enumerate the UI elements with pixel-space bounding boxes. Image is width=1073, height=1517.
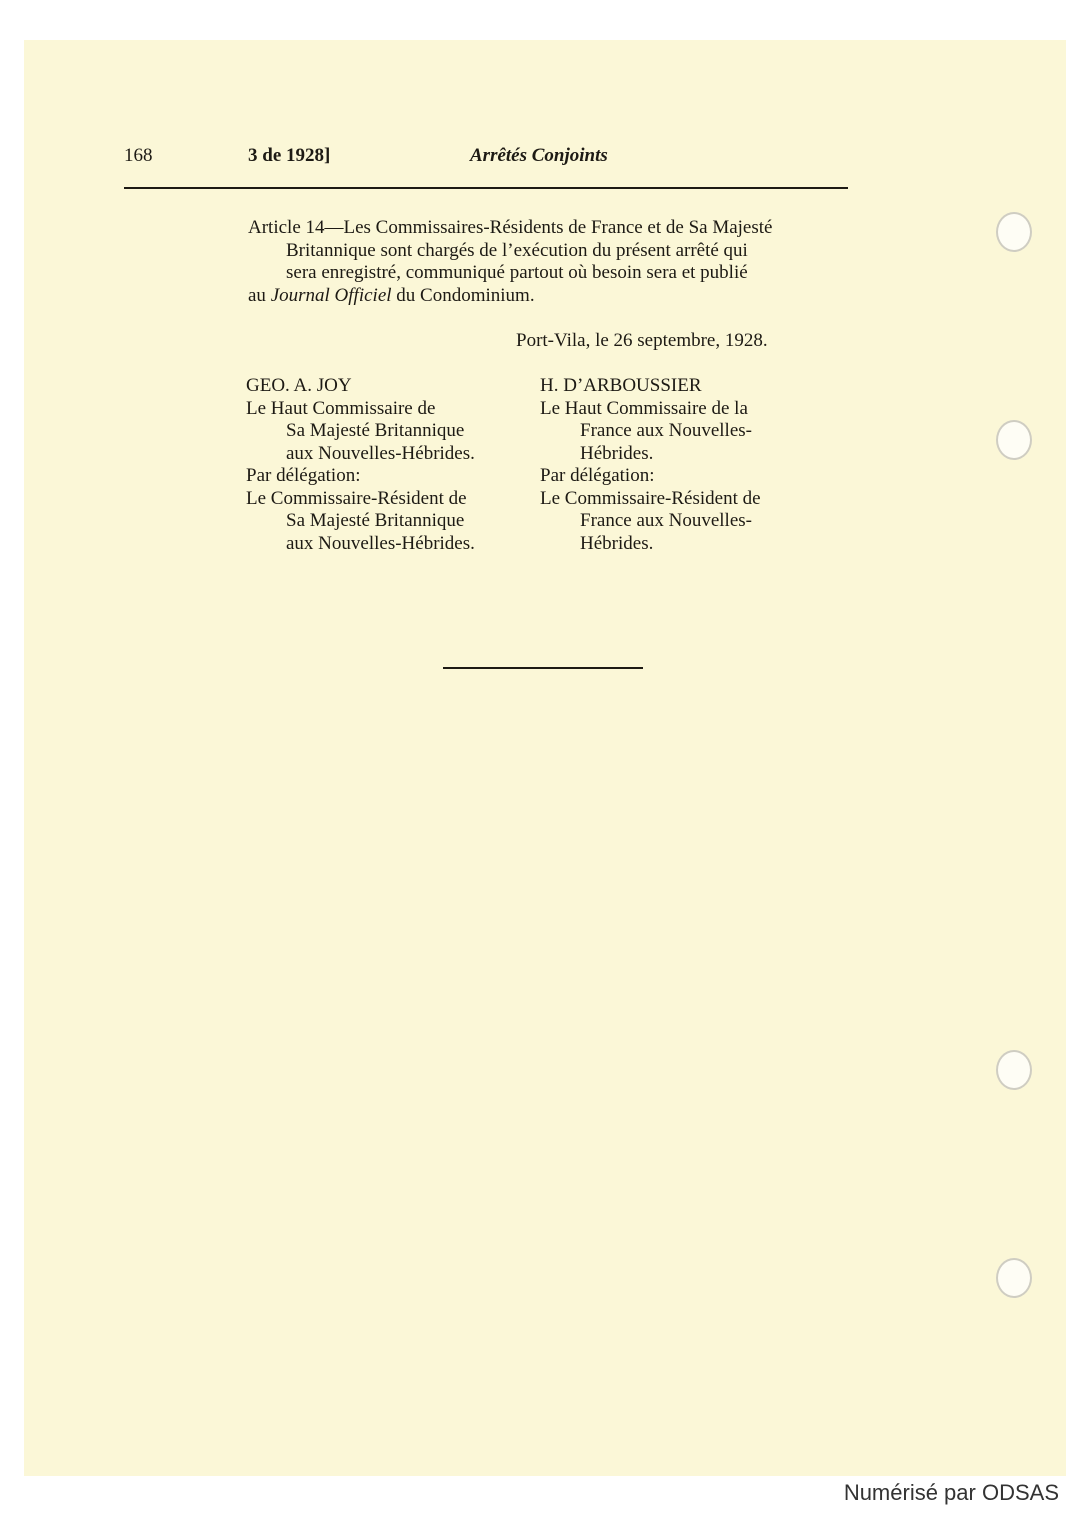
signatory-left: [246, 375, 475, 555]
punch-hole-1: [996, 212, 1032, 252]
signatory-left-line-3: aux Nouvelles-Hébrides.: [286, 442, 475, 464]
signatory-left-line-1: Le Haut Commissaire de: [246, 397, 436, 419]
article-line-3: sera enregistré, communiqué partout où besoin sera et publié: [286, 262, 748, 283]
journal-officiel-title: Journal Officiel: [270, 284, 392, 306]
signatory-right-line-1: Le Haut Commissaire de la: [540, 397, 748, 419]
signatory-left-line-7: aux Nouvelles-Hébrides.: [286, 532, 475, 554]
article-14: [248, 217, 848, 307]
article-line-4-end: du Condominium.: [391, 284, 535, 306]
place-and-date: Port-Vila, le 26 septembre, 1928.: [516, 330, 768, 351]
signatory-left-line-4: Par délégation:: [246, 465, 361, 486]
article-line-1: Article 14—Les Commissaires-Résidents de France et de Sa Majesté: [248, 217, 773, 238]
document-reference: 3 de 1928]: [248, 145, 331, 166]
signatory-right-line-2: France aux Nouvelles-: [580, 420, 752, 441]
signatory-right-line-4: Par délégation:: [540, 465, 655, 486]
signatory-right-name: H. D’ARBOUSSIER: [540, 375, 702, 396]
signatory-left-line-2: Sa Majesté Britannique: [286, 420, 465, 441]
signatory-right-line-6: France aux Nouvelles-: [580, 510, 752, 531]
punch-hole-2: [996, 420, 1032, 460]
article-line-4: [248, 285, 848, 308]
signatory-left-line-6: Sa Majesté Britannique: [286, 510, 465, 531]
header-rule: [124, 187, 848, 189]
signatory-left-line-5: Le Commissaire-Résident de: [246, 487, 467, 509]
punch-hole-3: [996, 1050, 1032, 1090]
punch-hole-4: [996, 1258, 1032, 1298]
signatory-left-name: GEO. A. JOY: [246, 375, 352, 396]
signatory-right-line-7: Hébrides.: [580, 532, 654, 554]
running-title: Arrêtés Conjoints: [470, 145, 608, 166]
digitization-credit: Numérisé par ODSAS: [843, 1480, 1059, 1505]
article-line-4-start: au: [248, 284, 271, 306]
closing-rule: [443, 667, 643, 669]
signatory-right: [540, 375, 761, 555]
page-number: 168: [124, 145, 153, 166]
article-line-2: Britannique sont chargés de l’exécution du présent arrêté qui: [286, 239, 748, 261]
signatory-right-line-3: Hébrides.: [580, 442, 654, 464]
signatory-right-line-5: Le Commissaire-Résident de: [540, 487, 761, 509]
